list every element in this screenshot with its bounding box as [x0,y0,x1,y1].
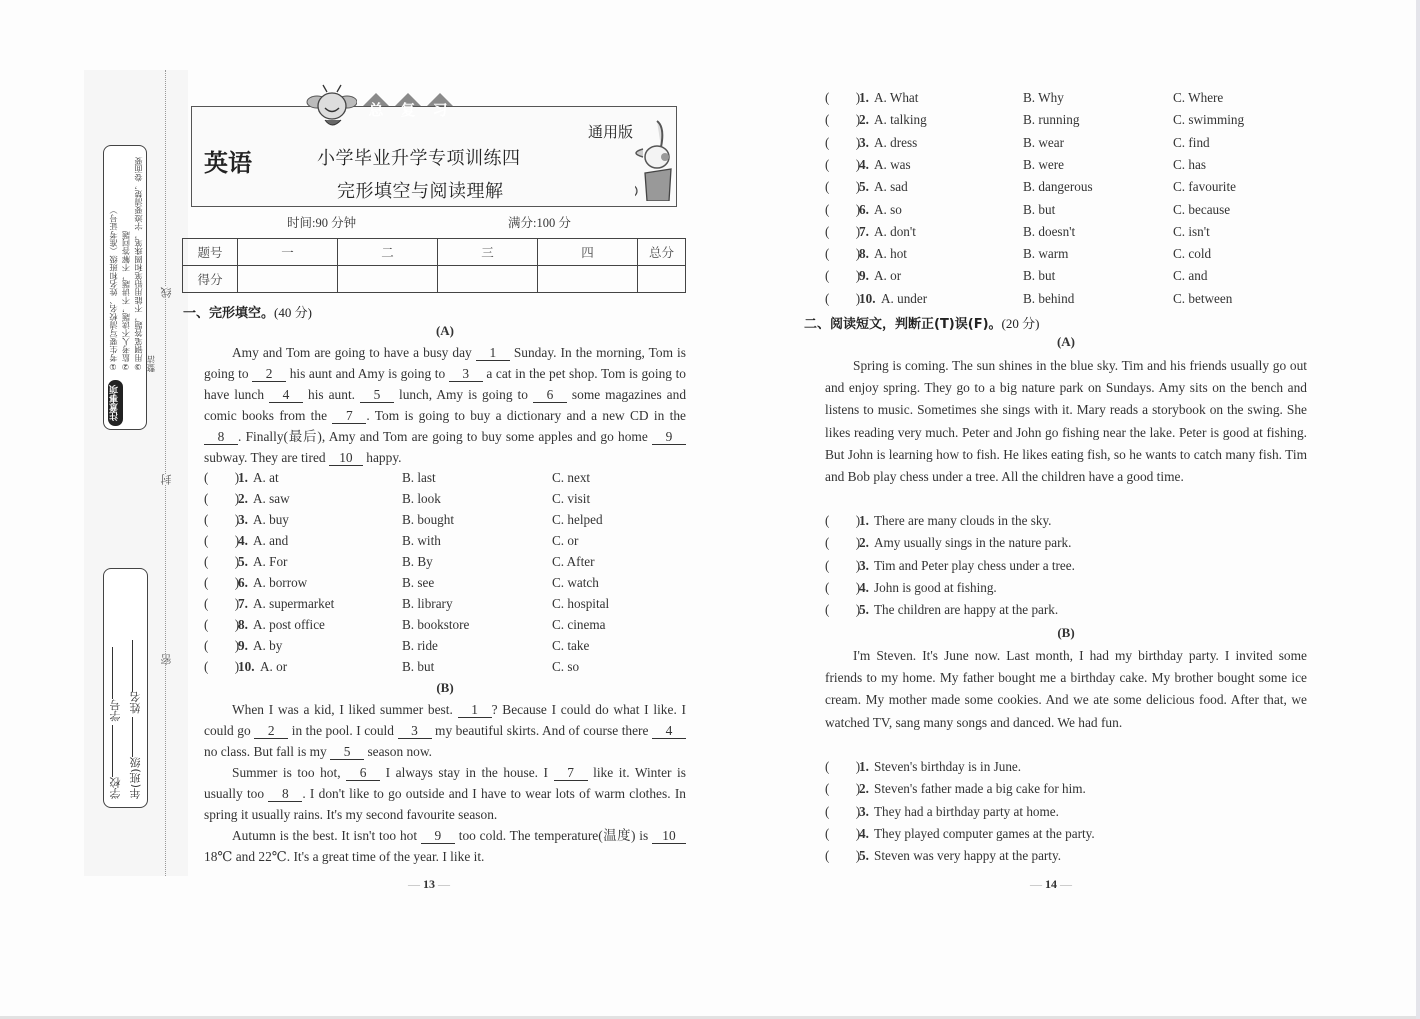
answer-bracket[interactable]: ( ) [204,512,240,527]
question-number: 5. [859,602,869,618]
answer-blank[interactable]: 9 [421,829,455,844]
option-b: B. but [1023,201,1056,217]
statement-text: Steven was very happy at the party. [874,848,1062,864]
passage-text: . Tom is going to buy a dictionary and a new CD in the [366,408,687,423]
option-c: C. so [552,659,580,674]
option-a: A. post office [253,617,325,632]
passage-text: subway. They are tired [204,450,329,465]
option-b: B. but [1023,268,1056,284]
question-row [204,614,662,635]
option-b: B. wear [1023,134,1065,150]
question-number: 8. [238,617,248,632]
question-number: 9. [238,638,248,653]
option-b: B. with [402,533,441,548]
passage-text: in the pool. I could [288,723,398,738]
cut-mark: 密 [160,654,173,665]
answer-bracket[interactable]: ( ) [825,557,861,573]
question-number: 10. [859,290,876,306]
option-a: A. buy [253,512,289,527]
info-column [108,579,124,799]
section-title: 二、阅读短文，判断正(T)误(F)。 [804,317,1002,332]
answer-blank[interactable]: 8 [268,787,302,802]
passage-text: . I don't like to go outside and I have to wear lots of warm clothes. In spring it usually rains. It's my second favourite season. [204,786,686,822]
passage-text: Spring is coming. The sun shines in the blue sky. Tim and his friends usually go out and enjoy spring. They go to a big nature park on Sundays. Amy sits on the bench and listens to music. Sometimes she sings with it. Mary reads a storybook on the swing. She likes reading very much. Peter and John go fishing near the lake. Peter is good at fishing. But John is learning how to fish. He likes eating fish, so he wants to catch many fish. Tim and Bob play chess under a tree. All the children have a good time. [825,358,1307,485]
cloze-passage-b [204,699,686,867]
answer-bracket[interactable]: ( ) [825,579,861,595]
reading-passage-b [825,645,1307,734]
score-input-cell[interactable] [438,266,538,293]
passage-text: ? Because I could do what I like. I could go [204,702,686,738]
answer-blank[interactable]: 6 [346,766,380,781]
answer-blank[interactable]: 10 [652,829,686,844]
score-cell: 得分 [183,266,238,293]
passage-text: happy. [362,450,402,465]
exam-subtitle: 完形填空与阅读理解 [337,181,504,202]
answer-blank[interactable]: 8 [204,430,238,445]
score-cell: 题号 [183,239,238,266]
question-row [825,199,1283,220]
option-c: C. and [1173,268,1208,284]
option-b: B. running [1023,112,1080,128]
option-a: A. and [253,533,289,548]
answer-bracket[interactable]: ( ) [825,179,861,195]
passage-paragraph [204,762,686,825]
badge-char: 复 [394,96,422,124]
question-row [825,154,1283,175]
question-row [825,288,1283,309]
answer-bracket[interactable]: ( ) [825,90,861,105]
option-c: C. cinema [552,617,606,632]
passage-text: his aunt. [303,387,361,402]
option-b: B. behind [1023,290,1075,306]
student-no-field[interactable] [113,648,114,700]
score-cell: 四 [538,239,638,266]
question-row [204,488,662,509]
answer-bracket[interactable]: ( ) [204,638,240,653]
option-b: B. dangerous [1023,179,1093,195]
option-c: C. isn't [1173,223,1210,239]
part-label: (A) [435,323,455,338]
option-a: A. by [253,638,283,653]
subject-title: 英语 [204,149,252,177]
section-heading [804,313,1039,332]
passage-text: Autumn is the best. It isn't too hot [232,828,421,843]
score-table-header-row [183,239,686,266]
passage-text: his aunt and Amy is going to [286,366,449,381]
grade-class-field[interactable] [133,717,134,757]
question-number: 6. [859,201,869,217]
answer-bracket[interactable]: ( ) [204,533,240,548]
viewer-edge [1416,0,1420,1019]
answer-bracket[interactable]: ( ) [825,803,861,819]
passage-text: too cold. The temperature(温度) is [454,828,652,843]
answer-blank[interactable]: 1 [476,346,510,361]
answer-bracket[interactable]: ( ) [825,112,861,128]
passage-text: my beautiful skirts. And of course there [431,723,652,738]
option-b: B. last [402,470,436,485]
info-column [128,579,144,799]
answer-bracket[interactable]: ( ) [204,554,240,569]
bee-mascot-icon [305,84,357,132]
question-number: 1. [859,90,869,105]
option-b: B. were [1023,156,1065,172]
answer-blank[interactable]: 3 [449,367,483,382]
option-c: C. watch [552,575,599,590]
option-b: B. By [402,554,433,569]
answer-bracket[interactable]: ( ) [825,781,861,797]
option-a: A. dress [874,134,918,150]
passage-text: When I was a kid, I liked summer best. [232,702,458,717]
score-table-score-row [183,266,686,293]
question-row [825,823,1285,844]
question-number: 3. [859,557,869,573]
cut-mark: 线 [160,287,173,298]
option-b: B. warm [1023,246,1069,262]
part-label: (A) [1056,334,1076,349]
option-a: A. at [253,470,279,485]
option-a: A. so [874,201,902,217]
passage-text: Summer is too hot, [232,765,347,780]
question-row [204,635,662,656]
question-row [825,756,1285,777]
statement-text: Tim and Peter play chess under a tree. [874,557,1075,573]
question-row [825,532,1285,553]
score-input-cell[interactable] [238,266,338,293]
option-c: C. helped [552,512,603,527]
badge-char: 习 [426,96,454,124]
cut-line [165,70,166,876]
question-row [825,176,1283,197]
question-number: 4. [238,533,248,548]
section-heading [183,302,312,321]
question-row [825,132,1283,153]
name-label: 姓名 [129,691,142,714]
name-field[interactable] [133,640,134,692]
notice-list [107,150,156,372]
question-row [204,551,662,572]
question-row [825,109,1283,130]
option-c: C. swimming [1173,112,1245,128]
question-number: 2. [859,535,869,551]
passage-paragraph [204,342,686,468]
answer-blank[interactable]: 6 [533,388,567,403]
answer-bracket[interactable]: ( ) [825,848,861,864]
student-info-box [103,568,148,808]
question-number: 5. [859,848,869,864]
edition-label: 通用版 [588,123,634,141]
option-a: A. sad [874,179,908,195]
question-number: 1. [859,759,869,774]
option-b: B. ride [402,638,438,653]
answer-bracket[interactable]: ( ) [825,246,861,262]
question-number: 1. [859,513,869,528]
option-c: C. Where [1173,90,1224,105]
answer-bracket[interactable]: ( ) [204,491,240,506]
passage-text: Sunday. In the morning, Tom is going to [204,345,686,381]
question-number: 2. [859,781,869,797]
passage-text: season now. [364,744,433,759]
option-a: A. What [874,90,919,105]
section-title: 一、完形填空。 [183,306,275,321]
answer-bracket[interactable]: ( ) [825,134,861,150]
question-row [825,221,1283,242]
grade-class-label: 年(班)级 [129,757,142,799]
question-number: 8. [859,246,869,262]
option-c: C. next [552,470,591,485]
score-cell: 总分 [638,239,686,266]
answer-bracket[interactable]: ( ) [825,825,861,841]
question-number: 10. [238,659,255,674]
question-number: 4. [859,825,869,841]
option-b: B. library [402,596,453,611]
answer-bracket[interactable]: ( ) [825,602,861,618]
answer-bracket[interactable]: ( ) [825,759,861,774]
question-row [204,509,662,530]
option-a: A. For [253,554,288,569]
question-number: 6. [238,575,248,590]
passage-text: like it. Winter is usually too [204,765,686,801]
question-number: 2. [238,491,248,506]
part-label: (B) [436,680,454,695]
option-a: A. was [874,156,911,172]
passage-text: a cat in the pet shop. Tom is going to have lunch [204,366,686,402]
cloze-passage-a [204,342,686,468]
question-number: 1. [238,470,248,485]
answer-blank[interactable]: 5 [330,745,364,760]
school-label: 学校 [109,777,122,799]
option-a: A. supermarket [253,596,335,611]
rabbit-mascot-icon [635,117,675,201]
question-number: 3. [238,512,248,527]
statement-text: There are many clouds in the sky. [874,513,1052,528]
answer-bracket[interactable]: ( ) [825,535,861,551]
passage-text: Amy and Tom are going to have a busy day [232,345,476,360]
question-row [825,555,1285,576]
question-number: 4. [859,579,869,595]
student-no-label: 学号 [109,699,122,722]
option-a: A. or [260,659,288,674]
part-label: (B) [1057,625,1075,640]
option-c: C. has [1173,156,1206,172]
question-row [825,265,1283,286]
review-badge [300,92,470,132]
option-c: C. find [1173,134,1210,150]
section-points: (20 分) [1001,316,1040,331]
score-cell: 二 [338,239,438,266]
option-a: A. talking [874,112,927,128]
score-input-cell[interactable] [638,266,686,293]
answer-blank[interactable]: 7 [332,409,366,424]
notice-item: ③用钢笔答题，不能用铅笔和圆珠笔，字迹要清楚，卷面要整洁 [133,157,156,372]
option-b: B. bookstore [402,617,470,632]
question-row [825,599,1285,620]
option-a: A. don't [874,223,916,239]
option-b: B. look [402,491,441,506]
question-number: 7. [238,596,248,611]
passage-paragraph [204,699,686,762]
question-row [825,510,1285,531]
passage-text: 18℃ and 22℃. It's a great time of the year. I like it. [204,849,485,864]
answer-bracket[interactable]: ( ) [204,659,240,674]
question-row [204,572,662,593]
question-number: 7. [859,223,869,239]
answer-bracket[interactable]: ( ) [825,156,861,172]
statement-text: They played computer games at the party. [874,825,1095,841]
option-a: A. saw [253,491,290,506]
question-number: 5. [238,554,248,569]
question-row [204,467,662,488]
question-number: 9. [859,268,869,284]
notice-item: ②监考人不读题，不讲题，不解答问题 [120,230,131,372]
school-field[interactable] [113,725,114,777]
full-score: 满分:100 分 [508,216,571,230]
answer-blank[interactable]: 4 [652,724,686,739]
answer-bracket[interactable]: ( ) [825,223,861,239]
answer-blank[interactable]: 4 [269,388,303,403]
score-cell: 一 [238,239,338,266]
badge-char: 总 [362,96,390,124]
option-b: B. Why [1023,90,1064,105]
option-a: A. or [874,268,902,284]
statement-text: The children are happy at the park. [874,602,1059,618]
answer-blank[interactable]: 2 [254,724,288,739]
answer-bracket[interactable]: ( ) [825,268,861,284]
answer-blank[interactable]: 3 [398,724,432,739]
question-number: 4. [859,156,869,172]
answer-bracket[interactable]: ( ) [825,201,861,217]
option-a: A. borrow [253,575,308,590]
question-row [204,530,662,551]
passage-text: . Finally(最后), Amy and Tom are going to buy some apples and go home [238,429,652,444]
question-row [204,593,662,614]
score-table [182,238,686,293]
option-b: B. bought [402,512,455,527]
question-row [204,656,662,677]
question-number: 3. [859,134,869,150]
answer-blank[interactable]: 10 [329,451,363,466]
statement-text: Amy usually sings in the nature park. [874,535,1072,551]
exam-title: 小学毕业升学专项训练四 [317,148,521,169]
answer-bracket[interactable]: ( ) [204,470,240,485]
option-a: A. under [881,290,928,306]
answer-bracket[interactable]: ( ) [825,513,861,528]
passage-paragraph [204,825,686,867]
statement-text: They had a birthday party at home. [874,803,1059,819]
reading-passage-a [825,355,1307,488]
answer-blank[interactable]: 9 [652,430,686,445]
question-row [825,801,1285,822]
question-number: 5. [859,179,869,195]
passage-text: some magazines and comic books from the [204,387,687,423]
question-row [825,778,1285,799]
option-c: C. hospital [552,596,610,611]
option-c: C. favourite [1173,179,1236,195]
option-c: C. or [552,533,579,548]
passage-text: no class. But fall is my [204,744,331,759]
option-c: C. because [1173,201,1231,217]
passage-text: lunch, Amy is going to [394,387,533,402]
answer-bracket[interactable]: ( ) [204,596,240,611]
question-number: 3. [859,803,869,819]
notice-item: ①考生要写清校名、姓名和班级（准考证号） [108,206,118,372]
section-points: (40 分) [274,305,312,320]
answer-blank[interactable]: 2 [252,367,286,382]
score-cell: 三 [438,239,538,266]
statement-text: Steven's birthday is in June. [874,759,1022,774]
option-c: C. After [552,554,595,569]
answer-bracket[interactable]: ( ) [204,617,240,632]
page-number-right: — 14 — [1030,877,1072,891]
option-b: B. doesn't [1023,223,1076,239]
cut-mark: 封 [160,474,173,485]
answer-blank[interactable]: 5 [360,388,394,403]
question-number: 2. [859,112,869,128]
answer-bracket[interactable]: ( ) [204,575,240,590]
passage-text: I'm Steven. It's June now. Last month, I had my birthday party. I invited some friends to my home. My father bought me a birthday cake. My brother bought some ice cream. My mother made some cookies. And we ate some delicious food. After that, we watched TV, sang many songs and danced. We had fun. [825,648,1307,730]
option-b: B. see [402,575,435,590]
option-c: C. cold [1173,246,1212,262]
option-c: C. between [1173,290,1233,306]
option-c: C. take [552,638,590,653]
notice-box [103,145,156,430]
answer-blank[interactable]: 7 [554,766,588,781]
time-limit: 时间:90 分钟 [287,216,357,230]
question-row [825,87,1283,108]
question-row [825,243,1283,264]
score-input-cell[interactable] [338,266,438,293]
answer-bracket[interactable]: ( ) [825,290,861,306]
answer-blank[interactable]: 1 [458,703,492,718]
statement-text: John is good at fishing. [874,579,997,595]
page-number-left: — 13 — [408,877,450,891]
option-a: A. hot [874,246,907,262]
option-c: C. visit [552,491,591,506]
passage-text: I always stay in the house. I [380,765,554,780]
question-row [825,845,1285,866]
question-row [825,577,1285,598]
option-b: B. but [402,659,435,674]
statement-text: Steven's father made a big cake for him. [874,781,1086,797]
notice-title: 注意事项 [108,380,123,426]
score-input-cell[interactable] [538,266,638,293]
